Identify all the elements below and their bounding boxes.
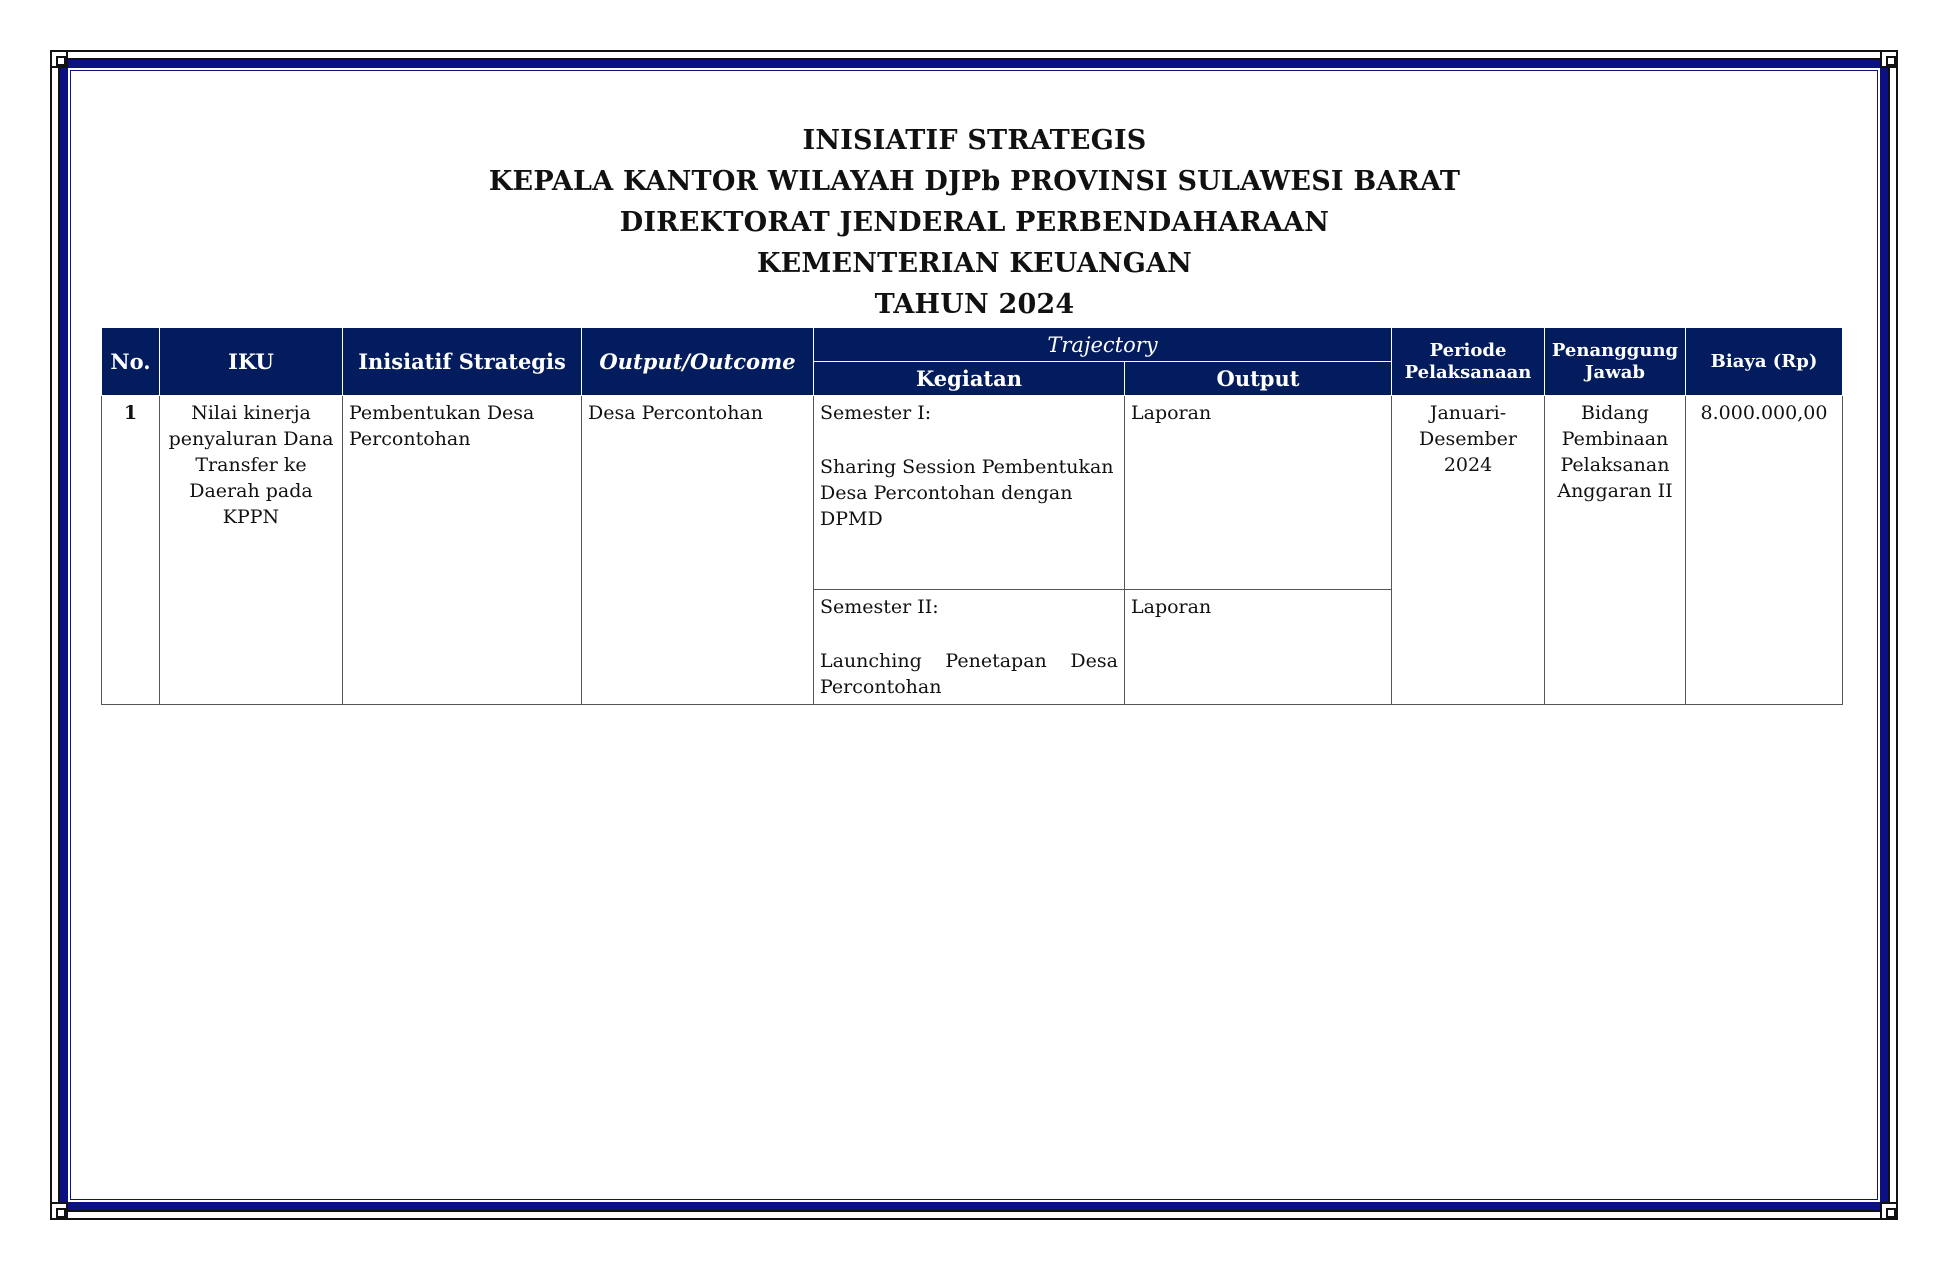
header-penanggung-jawab: Penanggung Jawab	[1545, 328, 1686, 396]
title-line-3: DIREKTORAT JENDERAL PERBENDAHARAAN	[619, 207, 1330, 238]
cell-penanggung-jawab: Bidang Pembinaan Pelaksanan Anggaran II	[1545, 396, 1686, 705]
title-line-1: INISIATIF STRATEGIS	[802, 125, 1147, 156]
semester-1-label: Semester I:	[820, 402, 932, 424]
table-row	[102, 396, 1843, 590]
cell-output-semester-1: Laporan	[1125, 396, 1392, 590]
header-biaya: Biaya (Rp)	[1686, 328, 1843, 396]
header-inisiatif: Inisiatif Strategis	[343, 328, 582, 396]
cell-iku: Nilai kinerja penyaluran Dana Transfer ke Daerah pada KPPN	[160, 396, 343, 705]
document-title	[0, 120, 1949, 325]
title-line-2: KEPALA KANTOR WILAYAH DJPb PROVINSI SULAWESI BARAT	[488, 166, 1461, 197]
header-kegiatan: Kegiatan	[814, 362, 1125, 396]
header-iku: IKU	[160, 328, 343, 396]
corner-ornament-bottom-right	[1880, 1202, 1898, 1220]
cell-no: 1	[102, 396, 160, 705]
cell-kegiatan-semester-1	[814, 396, 1125, 590]
title-line-5: TAHUN 2024	[874, 289, 1075, 320]
corner-ornament-top-left	[50, 50, 68, 68]
header-output: Output	[1125, 362, 1392, 396]
semester-1-activity: Sharing Session Pembentukan Desa Percontohan dengan DPMD	[820, 456, 1114, 530]
title-line-4: KEMENTERIAN KEUANGAN	[756, 248, 1193, 279]
cell-kegiatan-semester-2	[814, 590, 1125, 705]
cell-biaya: 8.000.000,00	[1686, 396, 1843, 705]
cell-periode: Januari-Desember 2024	[1392, 396, 1545, 705]
header-no: No.	[102, 328, 160, 396]
header-periode: Periode Pelaksanaan	[1392, 328, 1545, 396]
corner-ornament-top-right	[1880, 50, 1898, 68]
semester-2-activity: Launching Penetapan Desa Percontohan	[820, 650, 1118, 698]
cell-inisiatif: Pembentukan Desa Percontohan	[343, 396, 582, 705]
strategic-initiative-table	[101, 327, 1843, 705]
header-output-outcome: Output/Outcome	[582, 328, 814, 396]
semester-2-label: Semester II:	[820, 596, 939, 618]
cell-output-semester-2: Laporan	[1125, 590, 1392, 705]
corner-ornament-bottom-left	[50, 1202, 68, 1220]
header-trajectory: Trajectory	[814, 328, 1392, 362]
cell-output-outcome: Desa Percontohan	[582, 396, 814, 705]
